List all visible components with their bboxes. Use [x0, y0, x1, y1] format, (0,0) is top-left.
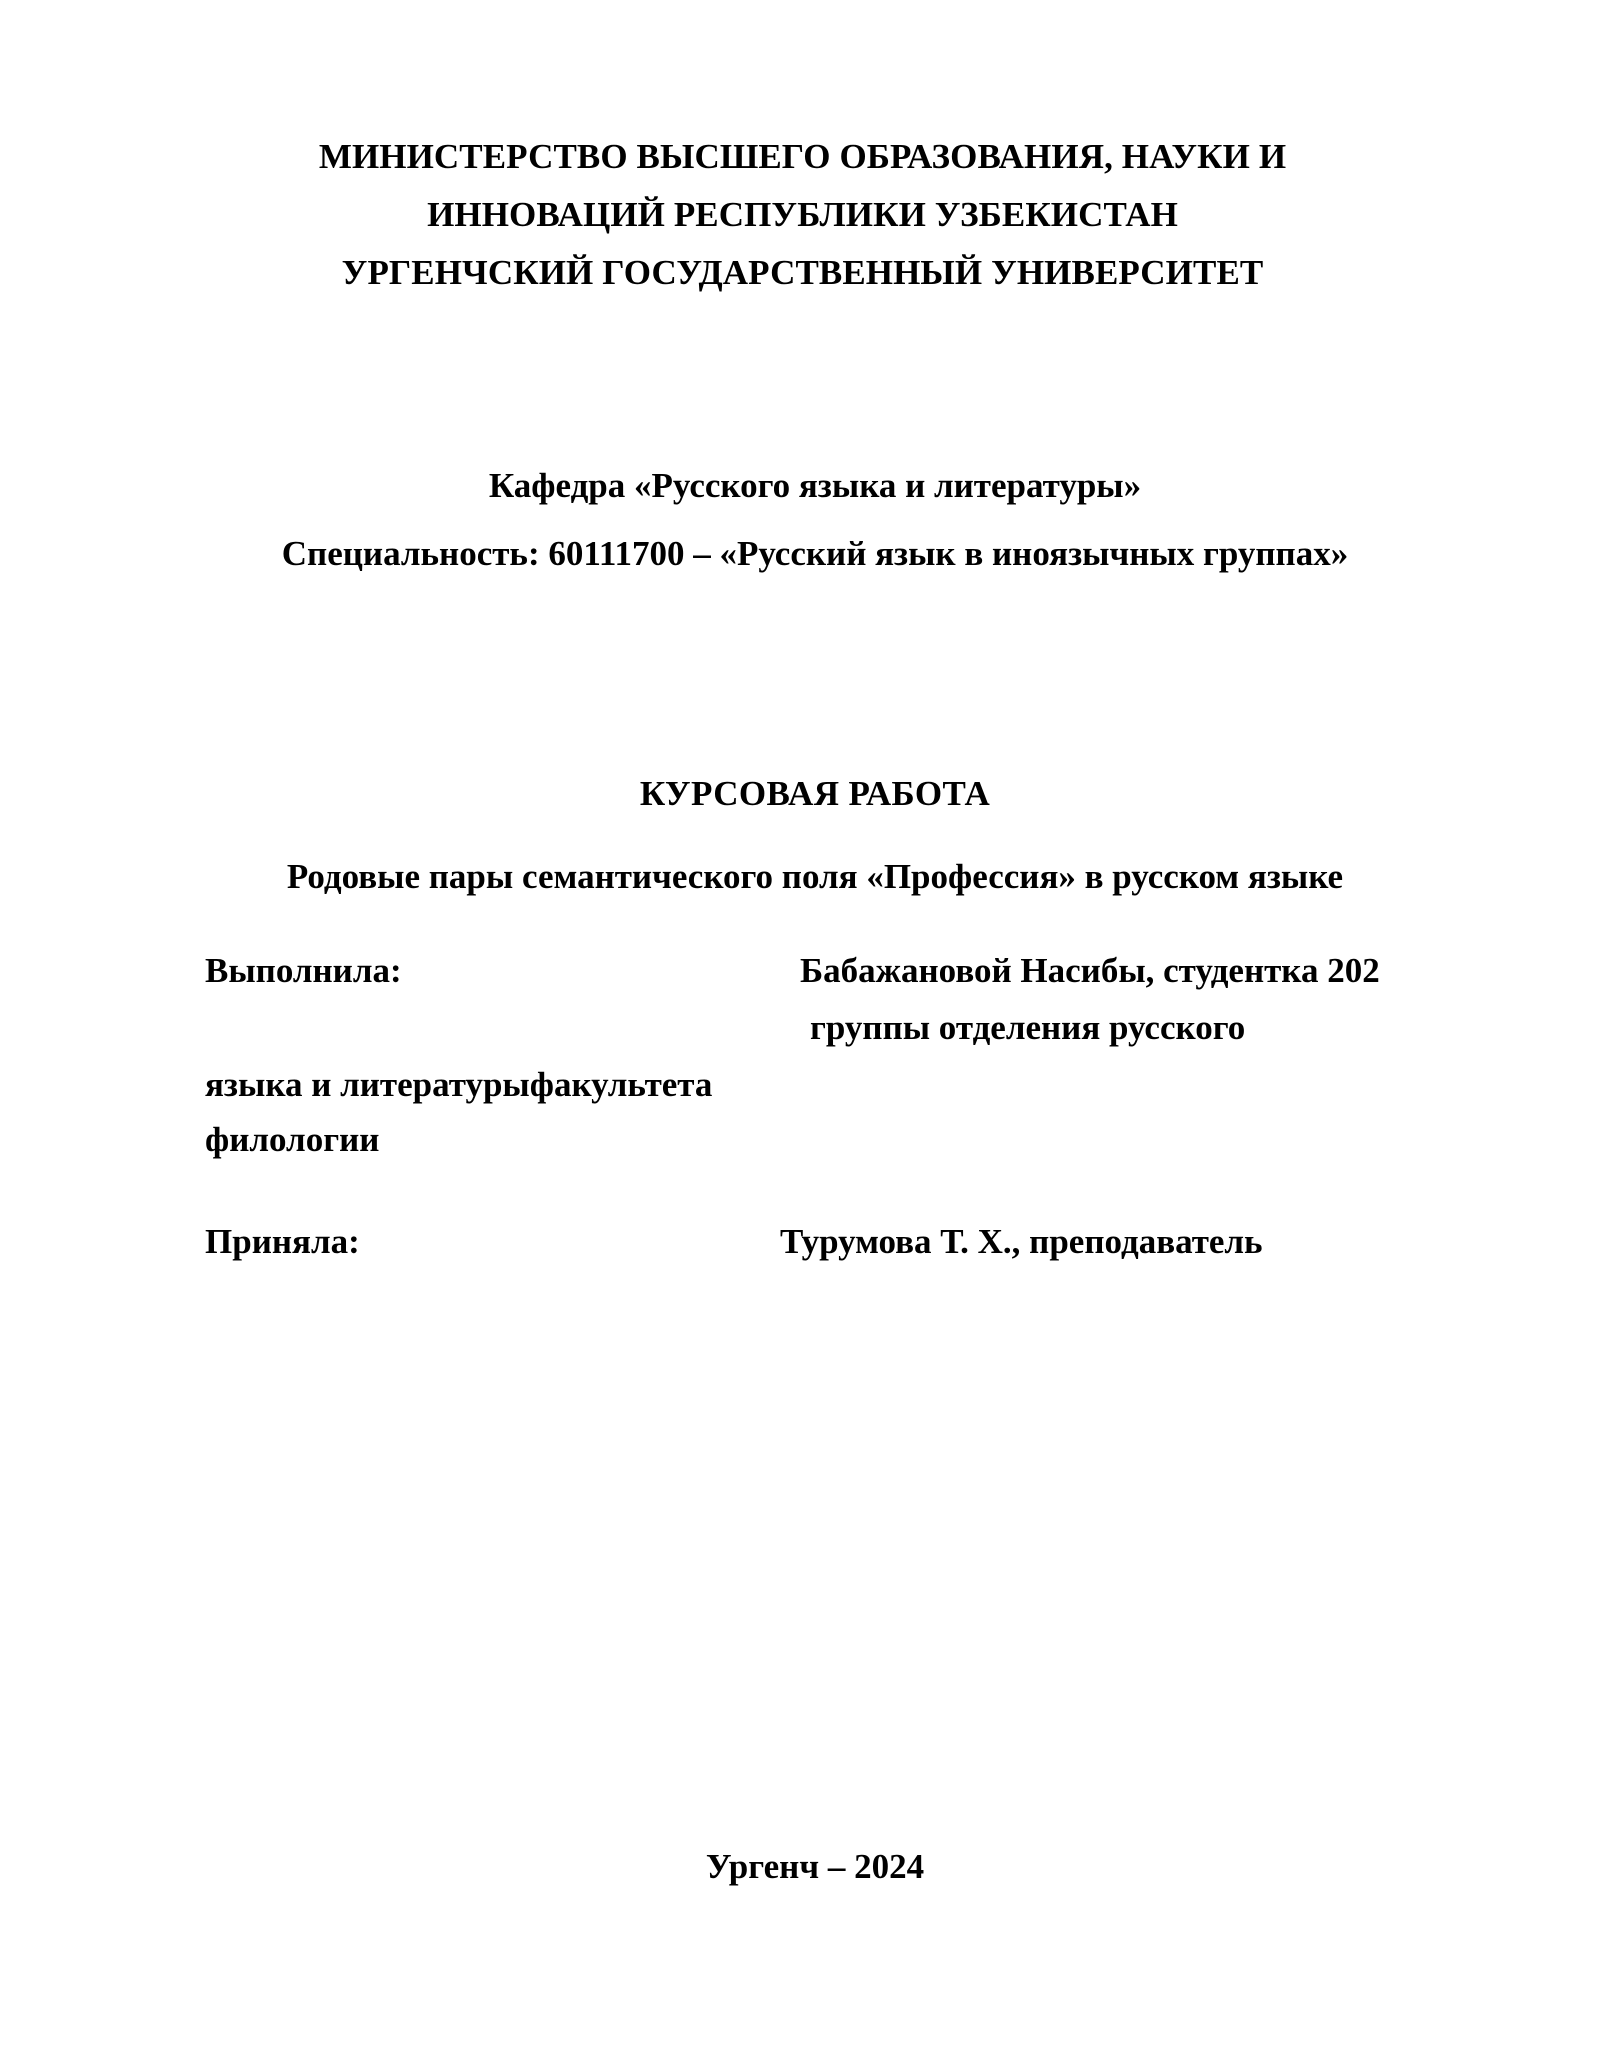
- department-specialty: Специальность: 60111700 – «Русский язык в иноязычных группах»: [281, 534, 1349, 573]
- place-year: Ургенч – 2024: [705, 1847, 925, 1886]
- supervisor-name: Турумова Т. Х., преподаватель: [780, 1222, 1263, 1261]
- department-block: [150, 455, 1480, 584]
- supervisor-role-label: Приняла:: [205, 1222, 360, 1261]
- work-block: [150, 770, 1480, 901]
- institution-line-3: УРГЕНЧСКИЙ ГОСУДАРСТВЕННЫЙ УНИВЕРСИТЕТ: [341, 253, 1264, 292]
- author-row-3: [205, 1061, 1485, 1113]
- author-role-label: Выполнила:: [205, 951, 402, 990]
- institution-line-1: МИНИСТЕРСТВО ВЫСШЕГО ОБРАЗОВАНИЯ, НАУКИ И: [318, 137, 1287, 176]
- author-row-2: [205, 1004, 1485, 1056]
- work-type: КУРСОВАЯ РАБОТА: [639, 774, 991, 813]
- page-title: Родовые пары семантического поля «Профессия» в русском языке: [286, 857, 1344, 896]
- author-name-line-2: группы отделения русского: [810, 1008, 1246, 1047]
- author-name-line-3: языка и литературыфакультета: [205, 1065, 713, 1104]
- author-row-4: [205, 1116, 1485, 1168]
- institution-header: [210, 128, 1395, 302]
- credits-block: [205, 947, 1485, 1270]
- footer-block: [150, 1843, 1480, 1891]
- author-row: [205, 947, 1485, 999]
- institution-line-2: ИННОВАЦИЙ РЕСПУБЛИКИ УЗБЕКИСТАН: [427, 195, 1178, 234]
- supervisor-row: [205, 1218, 1485, 1270]
- department-chair: Кафедра «Русского языка и литературы»: [488, 466, 1142, 505]
- author-name-line-1: Бабажановой Насибы, студентка 202: [800, 951, 1380, 990]
- author-name-line-4: филологии: [205, 1120, 380, 1159]
